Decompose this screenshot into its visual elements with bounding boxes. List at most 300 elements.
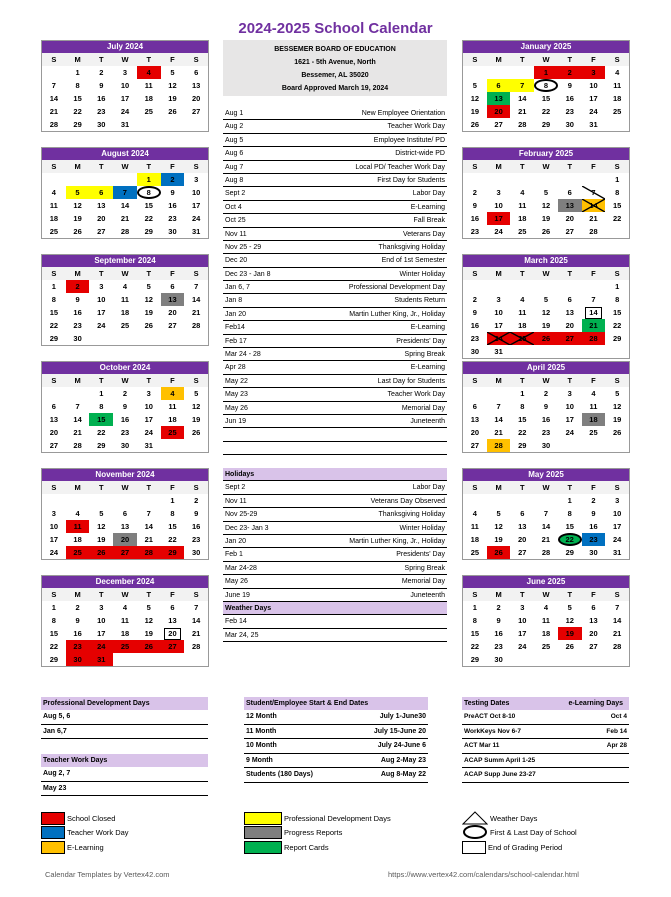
day-cell: 4	[615, 68, 620, 77]
day-cell: 10	[494, 308, 503, 317]
day-cell: 28	[192, 642, 201, 651]
day-cell: 16	[541, 415, 551, 424]
week-row	[463, 173, 629, 186]
day-cell: 10	[565, 402, 574, 411]
day-cell: 9	[99, 81, 104, 90]
footer-left[interactable]: Calendar Templates by Vertex42.com	[45, 870, 170, 879]
day-cell: 23	[494, 642, 503, 651]
day-cell: 18	[470, 535, 479, 544]
day-cell: 28	[137, 546, 161, 559]
board-name: BESSEMER BOARD OF EDUCATION	[274, 46, 396, 53]
day-cell: 2	[194, 496, 199, 505]
weekday-label: T	[137, 160, 161, 173]
day-cell	[184, 332, 208, 345]
weekday-label: S	[605, 588, 629, 601]
week-row	[42, 212, 208, 225]
weekday-label: M	[66, 374, 90, 387]
day-cell	[89, 494, 113, 507]
day-cell: 6	[472, 402, 477, 411]
day-cell	[558, 173, 582, 186]
month-title: May 2025	[463, 469, 629, 481]
holiday-row: Dec 23- Jan 3 Winter Holiday	[223, 522, 447, 535]
week-row	[42, 118, 208, 131]
week-row	[42, 332, 208, 345]
day-cell: 14	[518, 94, 527, 103]
footer-right[interactable]: https://www.vertex42.com/calendars/school-calendar.html	[388, 870, 579, 879]
weekday-label: T	[137, 53, 161, 66]
week-row	[463, 439, 629, 452]
week-row	[463, 520, 629, 533]
weekday-label: S	[184, 374, 208, 387]
day-cell	[534, 653, 558, 666]
day-cell: 9	[567, 81, 572, 90]
day-cell: 27	[161, 640, 185, 653]
day-cell: 6	[567, 188, 572, 197]
day-cell: 29	[161, 546, 185, 559]
day-cell: 22	[97, 428, 106, 437]
day-cell: 26	[192, 428, 201, 437]
day-cell: 22	[49, 321, 59, 330]
month-title: August 2024	[42, 148, 208, 160]
day-cell: 11	[518, 201, 527, 210]
day-cell: 1	[534, 66, 558, 79]
day-cell: 16	[470, 214, 480, 223]
day-cell: 20	[113, 533, 137, 546]
day-cell	[487, 66, 511, 79]
day-cell: 27	[113, 546, 137, 559]
day-cell: 4	[137, 66, 161, 79]
holiday-row: Nov 25-29 Thanksgiving Holiday	[223, 508, 447, 521]
week-row	[463, 640, 629, 653]
day-cell: 5	[99, 509, 104, 518]
day-cell: 21	[49, 107, 59, 116]
week-row	[463, 546, 629, 559]
day-cell: 30	[589, 548, 598, 557]
day-cell: 7	[591, 295, 596, 304]
week-row	[463, 225, 629, 238]
day-cell: 10	[494, 201, 503, 210]
day-cell	[534, 280, 558, 293]
day-cell: 17	[613, 522, 622, 531]
event-row: Aug 2 Teacher Work Day	[223, 120, 447, 133]
day-cell	[161, 439, 185, 452]
day-cell: 29	[73, 120, 82, 129]
day-cell: 12	[541, 201, 551, 210]
day-cell: 19	[541, 321, 551, 330]
day-cell: 17	[192, 201, 201, 210]
week-row	[463, 345, 629, 358]
day-cell: 24	[565, 428, 574, 437]
day-cell: 25	[144, 107, 153, 116]
holidays-title: Holidays	[223, 468, 447, 481]
event-row: Aug 7 Local PD/ Teacher Work Day	[223, 161, 447, 174]
day-cell: 26	[137, 640, 161, 653]
month-title: June 2025	[463, 576, 629, 588]
day-cell: 14	[582, 199, 606, 212]
day-cell	[487, 173, 511, 186]
holiday-row: Feb 1 Presidents' Day	[223, 548, 447, 561]
day-cell: 22	[470, 642, 480, 651]
day-cell: 13	[565, 308, 574, 317]
weekday-label: M	[487, 267, 511, 280]
month-title: July 2024	[42, 41, 208, 53]
board-address: 1621 - 5th Avenue, North	[294, 59, 376, 66]
weekday-label: W	[113, 53, 137, 66]
pd-days-row: Aug 5, 6	[41, 710, 208, 725]
start-end-box	[244, 697, 428, 783]
day-cell: 31	[192, 227, 201, 236]
day-cell: 6	[170, 282, 175, 291]
day-cell: 31	[589, 120, 598, 129]
week-row	[42, 627, 208, 640]
day-cell: 8	[51, 616, 56, 625]
day-cell: 19	[192, 415, 201, 424]
day-cell: 9	[472, 308, 477, 317]
weekday-label: W	[113, 481, 137, 494]
day-cell	[558, 345, 582, 358]
weekday-label: F	[161, 53, 185, 66]
day-cell: 5	[543, 295, 549, 304]
weekday-label: T	[558, 267, 582, 280]
day-cell	[510, 653, 534, 666]
weekday-label: M	[487, 53, 511, 66]
day-cell: 6	[487, 79, 511, 92]
day-cell: 11	[121, 295, 129, 304]
day-cell: 20	[565, 214, 574, 223]
day-cell: 26	[168, 107, 177, 116]
legend-report: Report Cards	[244, 840, 329, 854]
weekday-label: F	[582, 160, 606, 173]
weekday-label: F	[582, 267, 606, 280]
week-row	[42, 439, 208, 452]
week-row	[463, 118, 629, 131]
day-cell: 29	[518, 441, 527, 450]
week-row	[42, 319, 208, 332]
day-cell: 9	[543, 402, 549, 411]
day-cell	[184, 653, 208, 666]
day-cell: 12	[613, 402, 622, 411]
week-row	[42, 546, 208, 559]
day-cell: 4	[591, 389, 596, 398]
day-cell: 12	[144, 616, 153, 625]
weekday-label: T	[510, 481, 534, 494]
day-cell	[66, 173, 90, 186]
day-cell: 1	[615, 175, 620, 184]
week-row	[42, 640, 208, 653]
day-cell: 22	[613, 214, 622, 223]
day-cell: 7	[543, 509, 549, 518]
week-row	[463, 92, 629, 105]
day-cell: 14	[144, 522, 153, 531]
weekday-label: S	[184, 160, 208, 173]
day-cell: 7	[615, 603, 620, 612]
weekday-label: T	[137, 481, 161, 494]
week-row	[42, 520, 208, 533]
week-row	[42, 653, 208, 666]
day-cell: 9	[194, 509, 199, 518]
weekday-label: M	[66, 53, 90, 66]
weekday-label: F	[582, 588, 606, 601]
day-cell	[89, 332, 113, 345]
day-cell: 25	[470, 548, 480, 557]
day-cell: 11	[168, 402, 177, 411]
weekday-label: F	[582, 374, 606, 387]
start-end-row: Students (180 Days) Aug 8-May 22	[244, 768, 428, 783]
weather-row: Feb 14	[223, 615, 447, 628]
day-cell: 7	[113, 186, 137, 199]
day-cell: 18	[144, 94, 153, 103]
day-cell	[66, 387, 90, 400]
day-cell: 13	[168, 616, 177, 625]
day-cell	[463, 66, 487, 79]
day-cell: 30	[120, 441, 130, 450]
day-cell: 19	[541, 214, 551, 223]
day-cell	[558, 439, 582, 452]
day-cell: 18	[518, 214, 527, 223]
day-cell: 21	[192, 629, 201, 638]
day-cell	[137, 494, 161, 507]
day-cell: 1	[520, 389, 525, 398]
day-cell: 12	[168, 81, 177, 90]
day-cell	[42, 494, 66, 507]
week-row	[42, 533, 208, 546]
weekday-label: W	[534, 160, 558, 173]
day-cell: 30	[66, 653, 90, 666]
day-cell: 31	[144, 441, 153, 450]
day-cell: 27	[494, 120, 503, 129]
day-cell: 14	[541, 522, 551, 531]
week-row	[463, 332, 629, 345]
day-cell	[582, 173, 606, 186]
testing-row: ACAP Supp June 23-27	[462, 768, 629, 783]
day-cell: 15	[73, 94, 82, 103]
day-cell: 13	[192, 81, 201, 90]
weekday-label: S	[42, 374, 66, 387]
week-row	[463, 79, 629, 92]
day-cell: 7	[146, 509, 151, 518]
month-calendar	[462, 147, 630, 239]
week-row	[463, 413, 629, 426]
day-cell: 24	[487, 332, 511, 345]
day-cell: 29	[97, 441, 106, 450]
day-cell: 20	[192, 94, 201, 103]
day-cell: 3	[567, 389, 572, 398]
day-cell: 8	[615, 188, 620, 197]
weekday-label: M	[487, 481, 511, 494]
day-cell: 5	[170, 68, 175, 77]
pd-days-box	[41, 697, 208, 739]
week-row	[463, 400, 629, 413]
week-row	[42, 494, 208, 507]
testing-box	[462, 697, 629, 783]
triangle-icon	[462, 811, 488, 825]
month-title: January 2025	[463, 41, 629, 53]
holiday-row: Jan 20 Martin Luther King, Jr., Holiday	[223, 535, 447, 548]
weekday-label: S	[463, 481, 487, 494]
day-cell: 11	[518, 308, 527, 317]
event-row: Nov 11 Veterans Day	[223, 228, 447, 241]
event-row: Aug 5 Employee Institute/ PD	[223, 134, 447, 147]
events-list	[223, 107, 447, 455]
weekday-label: W	[113, 588, 137, 601]
day-cell: 6	[89, 186, 113, 199]
day-cell: 3	[615, 496, 620, 505]
event-row: Jan 6, 7 Professional Development Day	[223, 281, 447, 294]
month-calendar	[41, 40, 209, 132]
day-cell: 2	[75, 603, 80, 612]
day-cell: 4	[122, 282, 128, 291]
day-cell: 9	[591, 509, 596, 518]
day-cell: 2	[472, 295, 477, 304]
day-cell: 29	[49, 655, 59, 664]
day-cell: 12	[73, 201, 82, 210]
day-cell: 28	[487, 439, 511, 452]
event-row: Apr 28 E-Learning	[223, 361, 447, 374]
day-cell: 12	[494, 522, 503, 531]
day-cell: 12	[565, 616, 574, 625]
day-cell: 23	[192, 535, 201, 544]
weekday-label: S	[463, 374, 487, 387]
day-cell: 12	[144, 295, 153, 304]
day-cell: 1	[170, 496, 175, 505]
day-cell: 28	[49, 120, 59, 129]
day-cell: 5	[146, 282, 151, 291]
day-cell: 27	[589, 642, 598, 651]
event-row: Oct 4 E-Learning	[223, 201, 447, 214]
day-cell	[463, 280, 487, 293]
weekday-label: M	[66, 160, 90, 173]
month-calendar	[41, 468, 209, 560]
twd-row: Aug 2, 7	[41, 767, 208, 782]
week-row	[42, 225, 208, 238]
testing-row: ACAP Summ April 1-25	[462, 754, 629, 769]
day-cell: 2	[496, 603, 501, 612]
month-title: April 2025	[463, 362, 629, 374]
day-cell: 19	[144, 629, 153, 638]
day-cell: 28	[518, 120, 527, 129]
day-cell: 18	[613, 94, 622, 103]
day-cell: 12	[470, 94, 480, 103]
week-row	[42, 173, 208, 186]
day-cell: 3	[51, 509, 56, 518]
day-cell	[42, 66, 66, 79]
day-cell: 3	[122, 68, 128, 77]
day-cell: 2	[66, 280, 90, 293]
day-cell: 4	[51, 188, 56, 197]
week-row	[463, 494, 629, 507]
day-cell: 9	[496, 616, 501, 625]
legend-elearn: E-Learning	[41, 840, 104, 854]
weekday-label: T	[137, 588, 161, 601]
event-row: May 26 Memorial Day	[223, 402, 447, 415]
day-cell: 20	[168, 308, 177, 317]
day-cell: 5	[615, 389, 620, 398]
day-cell: 23	[541, 428, 551, 437]
day-cell: 4	[520, 295, 525, 304]
page-title: 2024-2025 School Calendar	[238, 20, 433, 37]
board-info	[223, 40, 447, 96]
day-cell: 21	[120, 214, 130, 223]
event-row: Aug 6 District-wide PD	[223, 147, 447, 160]
event-row	[223, 428, 447, 441]
event-row: Jun 19 Juneteenth	[223, 415, 447, 428]
day-cell: 15	[541, 94, 551, 103]
day-cell: 15	[168, 522, 177, 531]
day-cell	[582, 345, 606, 358]
month-title: March 2025	[463, 255, 629, 267]
day-cell: 19	[494, 535, 503, 544]
day-cell: 27	[97, 227, 106, 236]
day-cell: 1	[51, 603, 56, 612]
day-cell: 25	[66, 546, 90, 559]
day-cell: 3	[194, 175, 199, 184]
day-cell: 18	[541, 629, 551, 638]
day-cell: 5	[496, 509, 501, 518]
day-cell: 16	[494, 629, 503, 638]
event-row: May 22 Last Day for Students	[223, 375, 447, 388]
day-cell: 28	[589, 227, 598, 236]
day-cell: 11	[49, 201, 58, 210]
day-cell: 4	[161, 387, 185, 400]
day-cell: 17	[494, 321, 503, 330]
day-cell: 27	[168, 321, 177, 330]
weekday-label: S	[463, 267, 487, 280]
week-row	[463, 653, 629, 666]
event-row: Mar 24 - 28 Spring Break	[223, 348, 447, 361]
day-cell: 26	[470, 120, 480, 129]
weekday-label: T	[558, 374, 582, 387]
week-row	[42, 199, 208, 212]
day-cell: 16	[73, 629, 82, 638]
week-row	[42, 280, 208, 293]
day-cell: 20	[565, 321, 574, 330]
twd-title: Teacher Work Days	[41, 754, 208, 767]
weekday-label: M	[487, 160, 511, 173]
day-cell: 31	[120, 120, 130, 129]
day-cell: 22	[49, 642, 59, 651]
week-row	[42, 614, 208, 627]
day-cell: 30	[565, 120, 574, 129]
start-end-row: 11 Month July 15-June 20	[244, 725, 428, 740]
week-row	[42, 507, 208, 520]
day-cell: 12	[541, 308, 551, 317]
day-cell: 4	[75, 509, 80, 518]
day-cell: 6	[51, 402, 56, 411]
weekday-label: F	[161, 481, 185, 494]
day-cell: 24	[144, 428, 153, 437]
month-title: December 2024	[42, 576, 208, 588]
day-cell: 24	[89, 640, 113, 653]
day-cell	[605, 439, 629, 452]
day-cell	[534, 173, 558, 186]
day-cell: 8	[567, 509, 572, 518]
day-cell: 3	[520, 603, 525, 612]
day-cell: 13	[49, 415, 59, 424]
week-row	[42, 92, 208, 105]
day-cell: 19	[613, 415, 622, 424]
start-end-row: 10 Month July 24-June 6	[244, 739, 428, 754]
day-cell: 15	[470, 629, 480, 638]
day-cell	[113, 173, 137, 186]
day-cell: 25	[120, 321, 130, 330]
day-cell: 14	[120, 201, 130, 210]
day-cell: 10	[613, 509, 622, 518]
weekday-label: T	[510, 267, 534, 280]
event-row: Dec 20 End of 1st Semester	[223, 254, 447, 267]
weekday-label: S	[605, 160, 629, 173]
weekday-label: W	[534, 481, 558, 494]
day-cell: 23	[168, 214, 177, 223]
